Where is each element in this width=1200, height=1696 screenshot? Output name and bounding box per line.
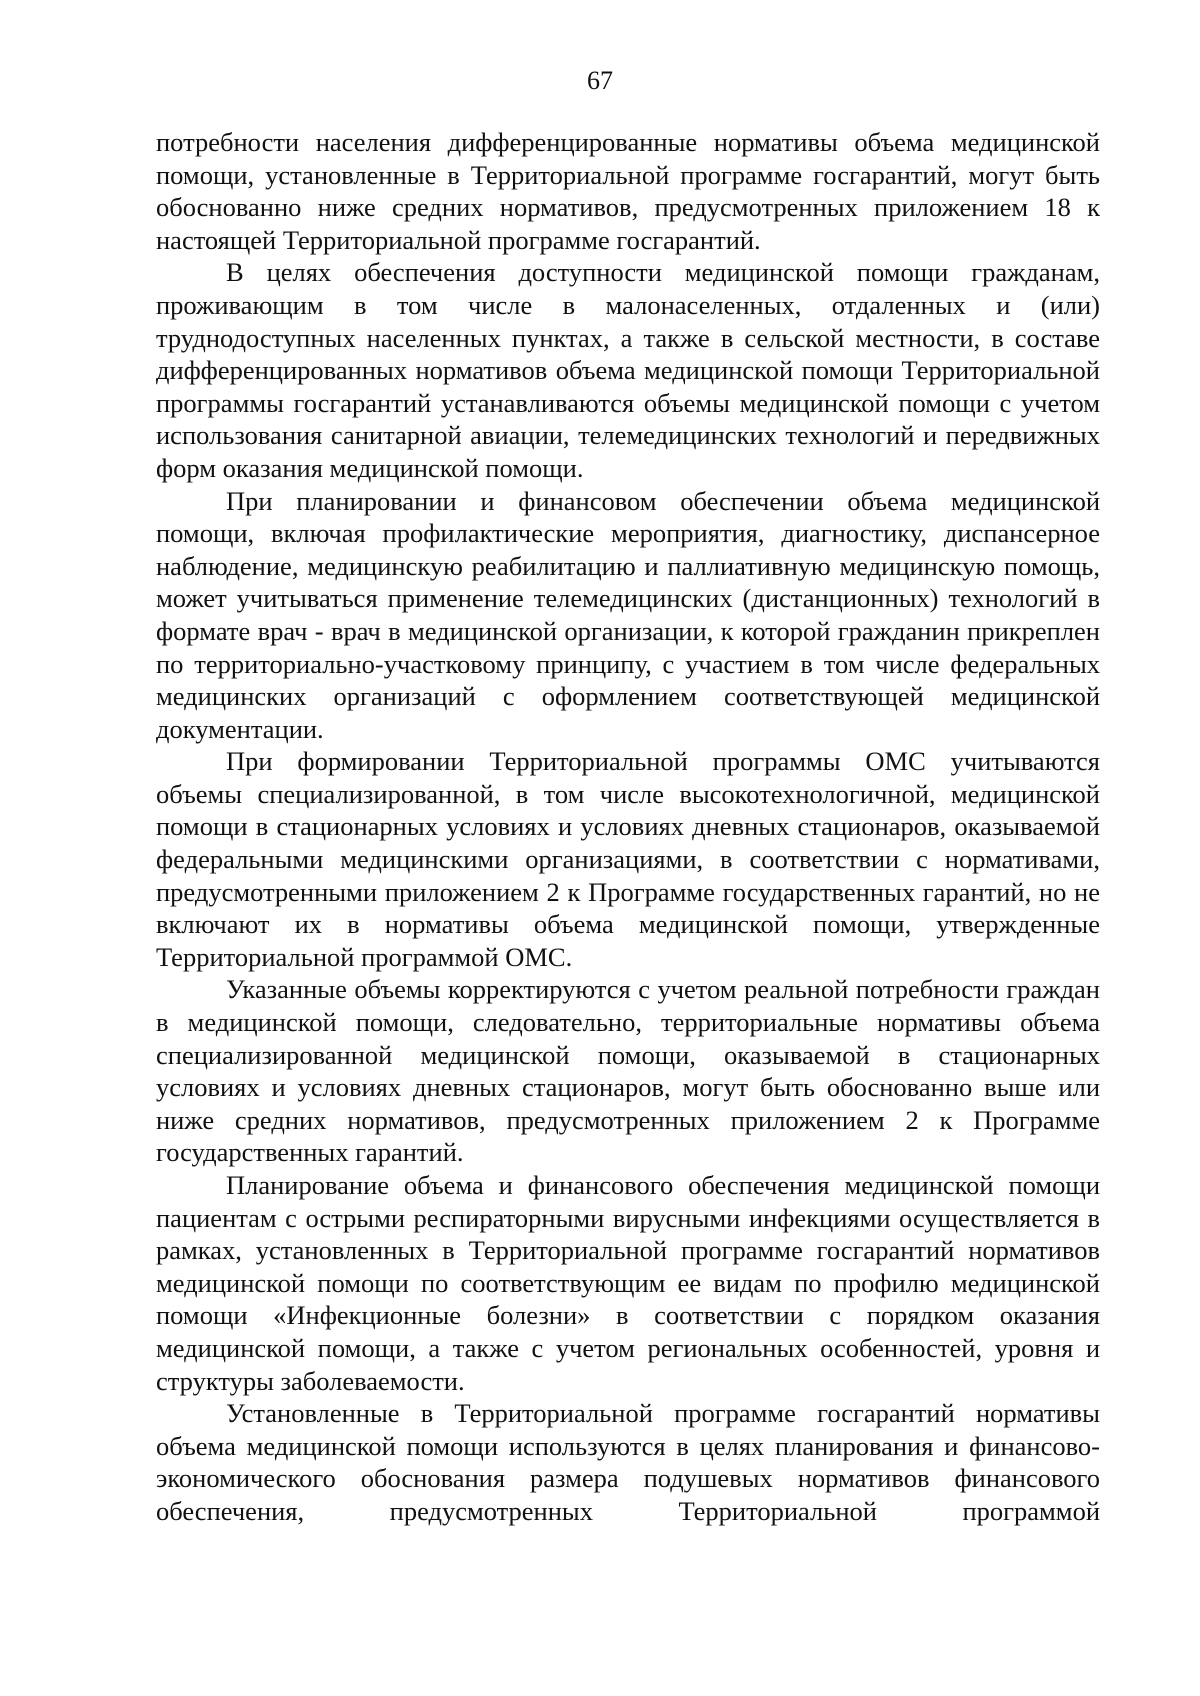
paragraph-continuation: потребности населения дифференцированные нормативы объема медицинской помощи, установленные в Территориальной программе госгарантий, могут быть обоснованно ниже средних нормативов, предусмотренных приложением 18 к настоящей Территориальной программе госгарантий. xyxy=(156,127,1100,255)
paragraph-oms-program: При формировании Территориальной программы ОМС учитываются объемы специализированной, в том числе высокотехнологичной, медицинской помощи в стационарных условиях и условиях дневных стационаров, оказываемой федеральными медицинскими организациями, в соответствии с нормативами, предусмотренными приложением 2 к Программе государственных гарантий, но не включают их в нормативы объема медицинской помощи, утвержденные Территориальной программой ОМС. xyxy=(156,746,1100,972)
paragraph-respiratory-infections: Планирование объема и финансового обеспечения медицинской помощи пациентам с острыми респираторными вирусными инфекциями осуществляется в рамках, установленных в Территориальной программе госгарантий нормативов медицинской помощи по соответствующим ее видам по профилю медицинской помощи «Инфекционные болезни» в соответствии с порядком оказания медицинской помощи, а также с учетом региональных особенностей, уровня и структуры заболеваемости. xyxy=(156,1170,1100,1396)
paragraph-volume-correction: Указанные объемы корректируются с учетом реальной потребности граждан в медицинской помощи, следовательно, территориальные нормативы объема специализированной медицинской помощи, оказываемой в стационарных условиях и условиях дневных стационаров, могут быть обоснованно выше или ниже средних нормативов, предусмотренных приложением 2 к Программе государственных гарантий. xyxy=(156,974,1100,1168)
document-body xyxy=(156,126,1100,1528)
paragraph-sanitary-aviation: В целях обеспечения доступности медицинской помощи гражданам, проживающим в том числе в малонаселенных, отдаленных и (или) труднодоступных населенных пунктах, а также в сельской местности, в составе дифференцированных нормативов объема медицинской помощи Территориальной программы госгарантий устанавливаются объемы медицинской помощи с учетом использования санитарной авиации, телемедицинских технологий и передвижных форм оказания медицинской помощи. xyxy=(156,257,1100,483)
paragraph-telemedicine: При планировании и финансовом обеспечении объема медицинской помощи, включая профилактические мероприятия, диагностику, диспансерное наблюдение, медицинскую реабилитацию и паллиативную медицинскую помощь, может учитываться применение телемедицинских (дистанционных) технологий в формате врач - врач в медицинской организации, к которой гражданин прикреплен по территориально-участковому принципу, с участием в том числе федеральных медицинских организаций с оформлением соответствующей медицинской документации. xyxy=(156,485,1100,744)
paragraph-norms-usage: Установленные в Территориальной программе госгарантий нормативы объема медицинской помощи используются в целях планирования и финансово-экономического обоснования размера подушевых нормативов финансового обеспечения, предусмотренных Территориальной программой xyxy=(156,1398,1100,1526)
page-number: 67 xyxy=(587,66,613,95)
